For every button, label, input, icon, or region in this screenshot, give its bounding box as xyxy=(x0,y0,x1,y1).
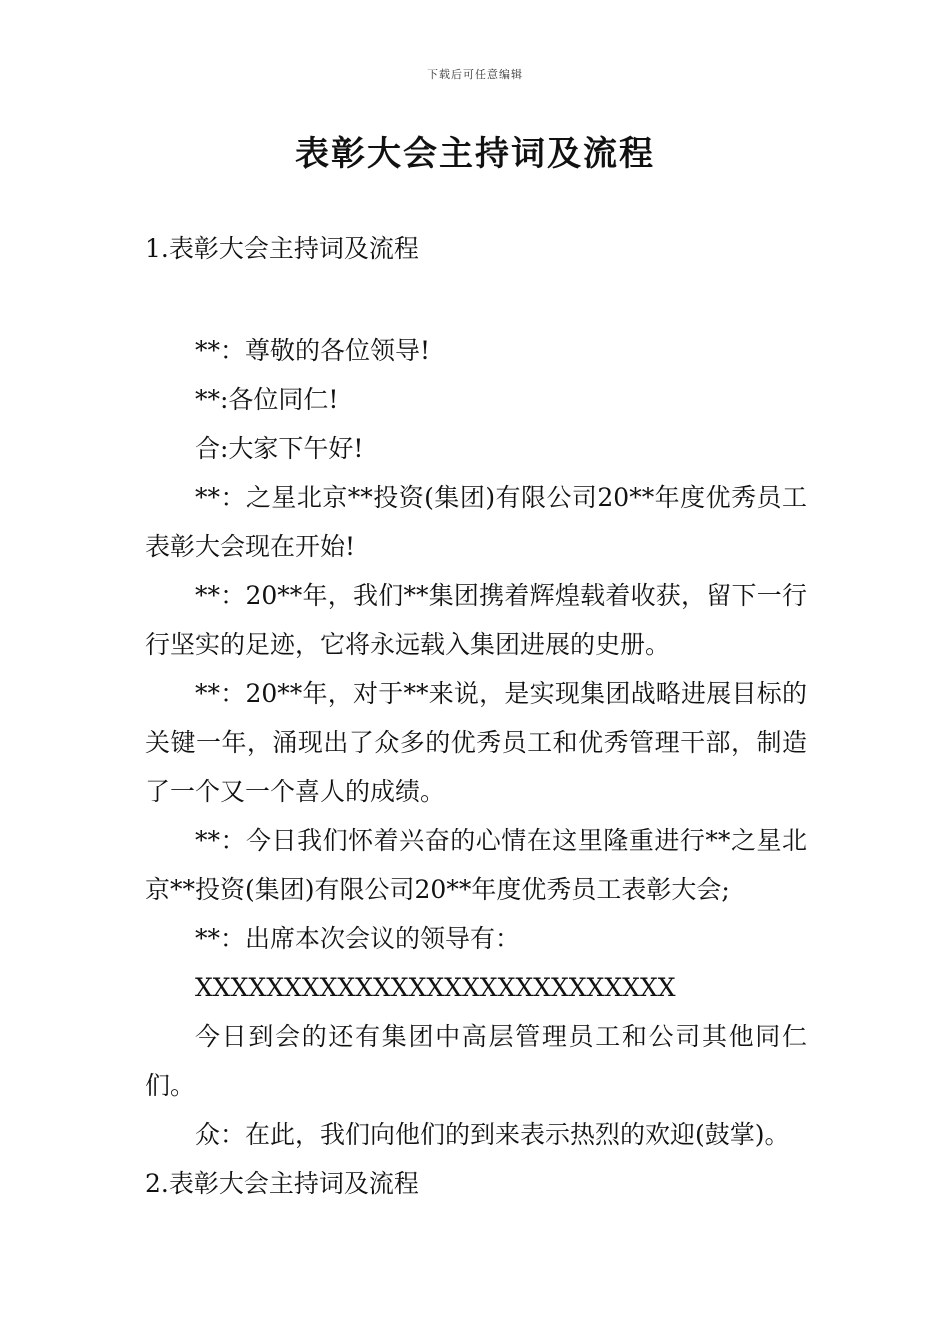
section-1-heading: 1.表彰大会主持词及流程 xyxy=(145,234,419,263)
paragraph-ceremony: **：今日我们怀着兴奋的心情在这里隆重进行**之星北京**投资(集团)有限公司20**年度优秀员工表彰大会; xyxy=(145,826,807,904)
paragraph-key-year: **：20**年，对于**来说，是实现集团战略进展目标的关键一年，涌现出了众多的优秀员工和优秀管理干部，制造了一个又一个喜人的成绩。 xyxy=(145,679,807,806)
paragraph-opening: **：之星北京**投资(集团)有限公司20**年度优秀员工表彰大会现在开始! xyxy=(145,483,807,561)
document-title: 表彰大会主持词及流程 xyxy=(295,134,655,174)
section-1 xyxy=(145,224,807,273)
header-note: 下载后可任意编辑 xyxy=(427,68,523,81)
section-2-heading: 2.表彰大会主持词及流程 xyxy=(145,1169,419,1198)
paragraph-year-review: **：20**年，我们**集团携着辉煌载着收获，留下一行行坚实的足迹，它将永远载入集团进展的史册。 xyxy=(145,581,807,659)
paragraph-greeting-all: 合:大家下午好! xyxy=(195,434,364,463)
paragraph-greeting-colleagues: **:各位同仁! xyxy=(195,385,339,414)
paragraph-welcome: 众：在此，我们向他们的到来表示热烈的欢迎(鼓掌)。 xyxy=(195,1120,790,1149)
paragraph-attending-leaders: **：出席本次会议的领导有： xyxy=(195,924,521,953)
paragraph-greeting-leaders: **：尊敬的各位领导! xyxy=(195,336,431,365)
document-body xyxy=(145,326,807,1208)
paragraph-leader-names: XXXXXXXXXXXXXXXXXXXXXXXXXXX xyxy=(195,973,676,1002)
paragraph-attendees: 今日到会的还有集团中高层管理员工和公司其他同仁们。 xyxy=(145,1022,807,1100)
